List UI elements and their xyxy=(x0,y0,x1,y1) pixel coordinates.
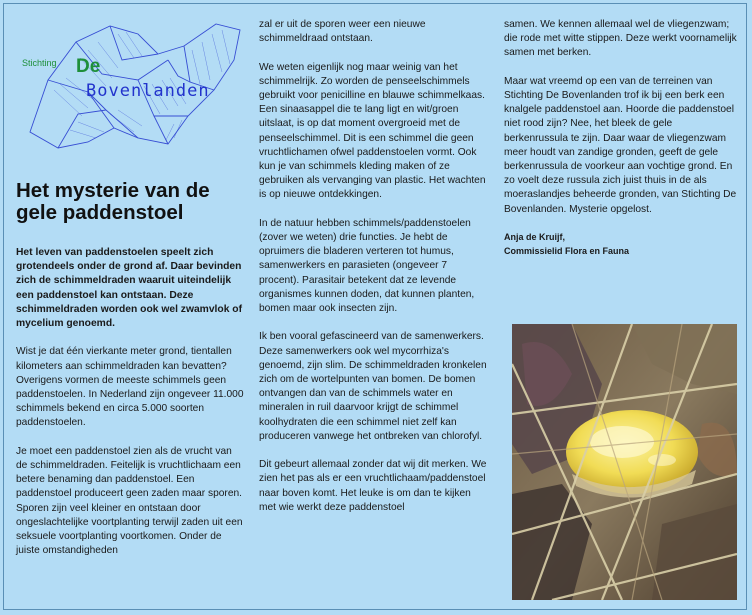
mushroom-photo xyxy=(512,324,737,600)
author-name: Anja de Kruijf, xyxy=(504,232,566,243)
paragraph: samen. We kennen allemaal wel de vliegenzwam; die rode met witte stippen. Deze werkt voornamelijk samen met berken. xyxy=(504,19,737,59)
paragraph: Dit gebeurt allemaal zonder dat wij dit merken. We zien het pas als er een vruchtlichaam/paddenstoel naar boven komt. Het leuke is om dan te kijken met wie werkt deze paddenstoel xyxy=(259,459,487,513)
article-title: Het mysterie van de gele paddenstoel xyxy=(16,179,210,224)
column-1 xyxy=(16,246,244,573)
logo-bovenlanden: Bovenlanden xyxy=(86,81,210,101)
paragraph: Maar wat vreemd op een van de terreinen van Stichting De Bovenlanden trof ik bij een berk een knalgele paddenstoel aan. Hoorde die paddenstoel niet rood zijn? Nee, het bleek de gele berkenrussula te zijn. Daar waar de vliegenzwam meer houdt van zandige gronden, geeft de gele berkenrussula de voorkeur aan vochtige grond. En zo voelt deze russula zich juist thuis in de als moeraslandjes beheerde gronden, van Stichting De Bovenlanden. Mysterie opgelost. xyxy=(504,75,737,215)
bovenlanden-logo xyxy=(18,20,244,152)
paragraph: Ik ben vooral gefascineerd van de samenwerkers. Deze samenwerkers ook wel mycorrhiza's genoemd, zijn slim. De schimmeldraden kronkelen zich om de wortelpunten van bomen. De bomen ontvangen dan van de schimmels water en mineralen in ruil daarvoor krijgt de schimmel koolhydraten die een schimmel niet zelf kan produceren vanwege het ontbreken van chlorofyl. xyxy=(259,331,487,442)
author-role: Commissielid Flora en Fauna xyxy=(504,245,630,256)
logo-de: De xyxy=(76,56,101,77)
logo-stichting: Stichting xyxy=(22,58,57,68)
paragraph: In de natuur hebben schimmels/paddenstoelen (zover we weten) drie functies. Je hebt de opruimers die bladeren verteren tot humus, samenwerkers en parasieten (ongeveer 7 procent). Parasitair betekent dat ze levende organismes kunnen doden, dat kunnen planten, bomen maar ook insecten zijn. xyxy=(259,217,475,315)
paragraph: Wist je dat één vierkante meter grond, tientallen kilometers aan schimmeldraden kan bevatten? Overigens vormen de meeste schimmels geen paddenstoelen. In Nederland zijn ongeveer 11.000 schimmels bekend en circa 5.000 soorten paddenstoelen. xyxy=(16,346,244,429)
paragraph: Je moet een paddenstoel zien als de vrucht van de schimmeldraden. Feitelijk is vruchtlichaam een betere benaming dan paddenstoel. Een paddenstoel produceert geen zaden maar sporen. Sporen zijn veel kleiner en ontstaan door ongeslachtelijke voortplanting terwijl zaden uit een seksuele voortplanting voortkomen. Onder de juiste omstandigheden xyxy=(16,445,243,557)
paragraph: zal er uit de sporen weer een nieuwe schimmeldraad ontstaan. xyxy=(259,19,426,45)
article-lead: Het leven van paddenstoelen speelt zich grotendeels onder de grond af. Daar bevinden zich de schimmeldraden waaruit uiteindelijk een paddenstoel kan ontstaan. Deze schimmeldraden worden ook wel zwamvlok of mycelium genoemd. xyxy=(16,247,243,330)
column-2 xyxy=(259,18,489,529)
column-3 xyxy=(504,18,738,258)
paragraph: We weten eigenlijk nog maar weinig van het schimmelrijk. Zo worden de penseelschimmels gebruikt voor penicilline en blauwe schimmelkaas. Een sinaasappel die te lang ligt en wit/groen uitslaat, is op dat moment overgroeid met de penseelschimmel. Dit is een schimmel die geen vruchtlichamen ofwel paddenstoelen vormt. Ook kun je van schimmels kleding maken of ze gebruiken als vervanging van plastic. Het wachten is op nieuwe ontdekkingen. xyxy=(259,61,486,201)
